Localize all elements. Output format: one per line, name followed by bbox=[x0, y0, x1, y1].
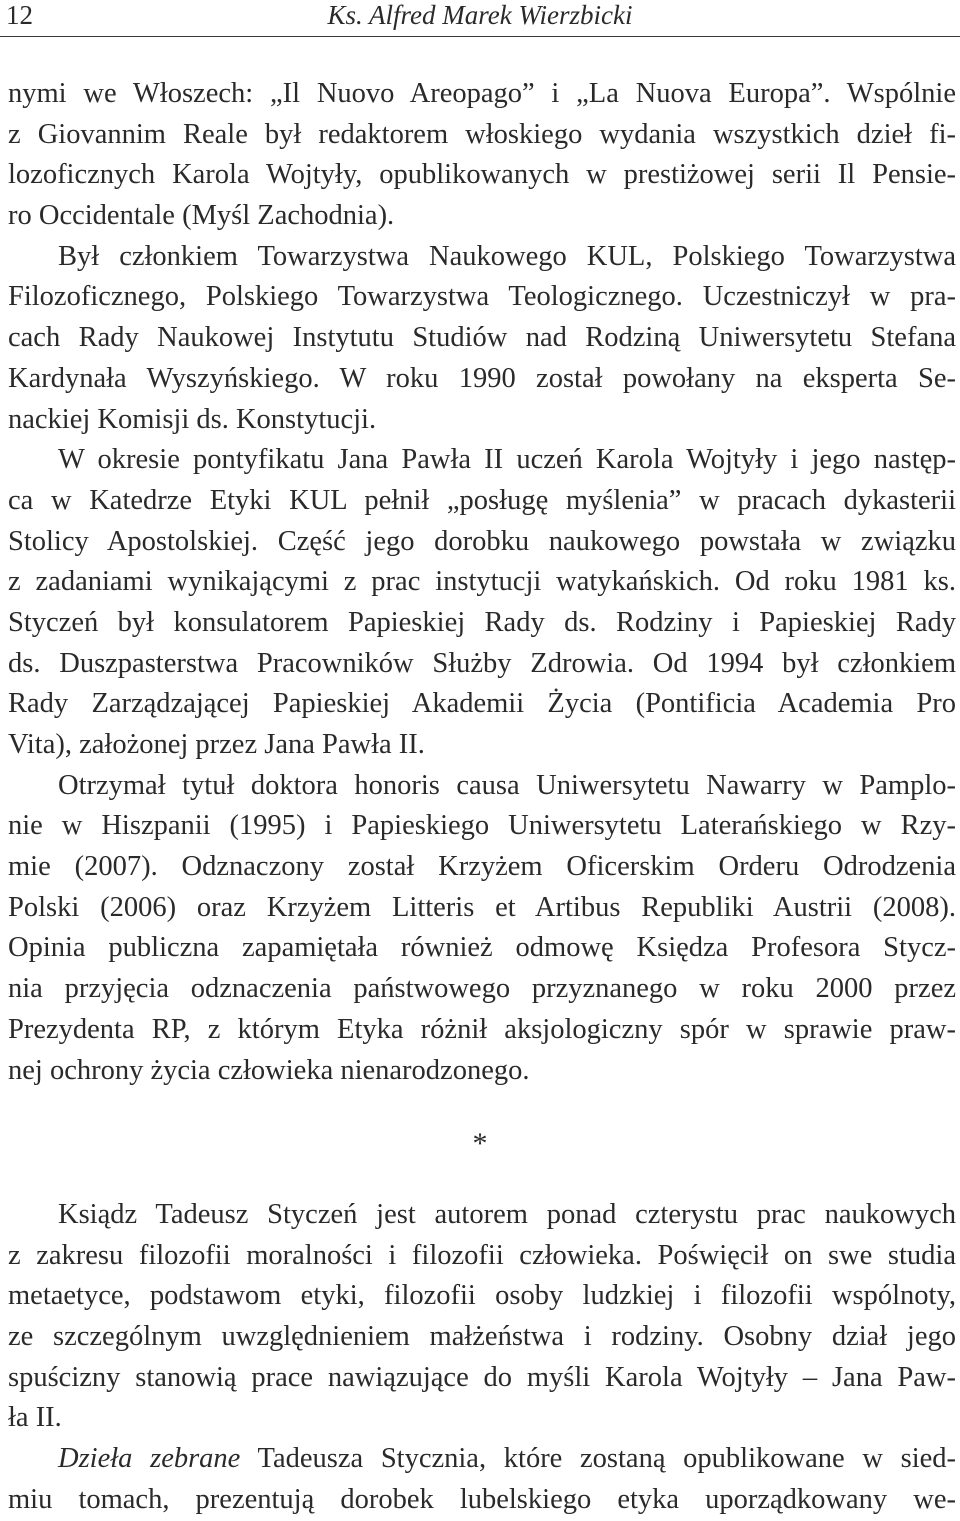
text-line bbox=[8, 1439, 956, 1480]
text-line: z Giovannim Reale był redaktorem włoskiego wydania wszystkich dzieł fi- bbox=[8, 118, 956, 150]
text-line: nia przyjęcia odznaczenia państwowego przyznanego w roku 2000 przez bbox=[8, 973, 956, 1005]
text-line: Rady Zarządzającej Papieskiej Akademii Życia (Pontificia Academia Pro bbox=[8, 688, 956, 720]
text-line: z zadaniami wynikającymi z prac instytucji watykańskich. Od roku 1981 ks. bbox=[8, 566, 956, 598]
text-line: Vita), założonej przez Jana Pawła II. bbox=[8, 729, 425, 760]
text-line: Otrzymał tytuł doktora honoris causa Uniwersytetu Nawarry w Pamplo- bbox=[58, 769, 956, 801]
text-line: Opinia publiczna zapamiętała również odmowę Księdza Profesora Stycz- bbox=[8, 932, 956, 964]
text-line: Filozoficznego, Polskiego Towarzystwa Teologicznego. Uczestniczył w pra- bbox=[8, 281, 956, 313]
text-line: nej ochrony życia człowieka nienarodzonego. bbox=[8, 1054, 530, 1086]
page-number: 12 bbox=[6, 0, 33, 30]
text-fragment: Tadeusza Stycznia, które zostaną opublikowane w sied- bbox=[240, 1443, 956, 1475]
text-line: z zakresu filozofii moralności i filozofii człowieka. Poświęcił on swe studia bbox=[8, 1239, 956, 1271]
text-line: miu tomach, prezentują dorobek lubelskiego etyka uporządkowany we- bbox=[8, 1483, 956, 1515]
text-line: nackiej Komisji ds. Konstytucji. bbox=[8, 403, 377, 435]
running-head: Ks. Alfred Marek Wierzbicki bbox=[327, 0, 633, 30]
text-line: ze szczególnym uwzględnieniem małżeństwa i rodziny. Osobny dział jego bbox=[8, 1321, 956, 1353]
text-line: ca w Katedrze Etyki KUL pełnił „posługę myślenia” w pracach dykasterii bbox=[8, 484, 956, 516]
text-line: Polski (2006) oraz Krzyżem Litteris et Artibus Republiki Austrii (2008). bbox=[8, 891, 956, 923]
text-line: Prezydenta RP, z którym Etyka różnił aksjologiczny spór w sprawie praw- bbox=[8, 1013, 956, 1045]
text-line: spuścizny stanowią prace nawiązujące do myśli Karola Wojtyły – Jana Paw- bbox=[8, 1361, 956, 1393]
page-header bbox=[0, 0, 960, 37]
text-line: ds. Duszpasterstwa Pracowników Służby Zdrowia. Od 1994 był członkiem bbox=[8, 647, 956, 679]
text-line: ła II. bbox=[8, 1402, 62, 1434]
body-text bbox=[8, 74, 956, 1091]
text-line: W okresie pontyfikatu Jana Pawła II uczeń Karola Wojtyły i jego następ- bbox=[58, 444, 956, 476]
text-line: ro Occidentale (Myśl Zachodnia). bbox=[8, 200, 395, 232]
text-line: Kardynała Wyszyńskiego. W roku 1990 został powołany na eksperta Se- bbox=[8, 362, 956, 394]
text-line: Był członkiem Towarzystwa Naukowego KUL, Polskiego Towarzystwa bbox=[58, 240, 956, 272]
body-text-2 bbox=[8, 1195, 956, 1521]
text-line: Styczeń był konsulatorem Papieskiej Rady ds. Rodziny i Papieskiej Rady bbox=[8, 606, 956, 638]
section-separator: * bbox=[472, 1127, 488, 1160]
text-line: mie (2007). Odznaczony został Krzyżem Oficerskim Orderu Odrodzenia bbox=[8, 851, 956, 883]
text-line: Stolicy Apostolskiej. Część jego dorobku naukowego powstała w związku bbox=[8, 525, 956, 557]
text-line: nie w Hiszpanii (1995) i Papieskiego Uniwersytetu Laterańskiego w Rzy- bbox=[8, 810, 956, 842]
text-line: cach Rady Naukowej Instytutu Studiów nad Rodziną Uniwersytetu Stefana bbox=[8, 322, 956, 354]
text-line: lozoficznych Karola Wojtyły, opublikowanych w prestiżowej serii Il Pensie- bbox=[8, 159, 956, 191]
book-title: Dzieła zebrane bbox=[58, 1443, 241, 1475]
text-line: metaetyce, podstawom etyki, filozofii osoby ludzkiej i filozofii wspólnoty, bbox=[8, 1280, 956, 1312]
text-line: Ksiądz Tadeusz Styczeń jest autorem ponad czterystu prac naukowych bbox=[58, 1199, 956, 1230]
text-line: nymi we Włoszech: „Il Nuovo Areopago” i „La Nuova Europa”. Wspólnie bbox=[8, 78, 956, 109]
